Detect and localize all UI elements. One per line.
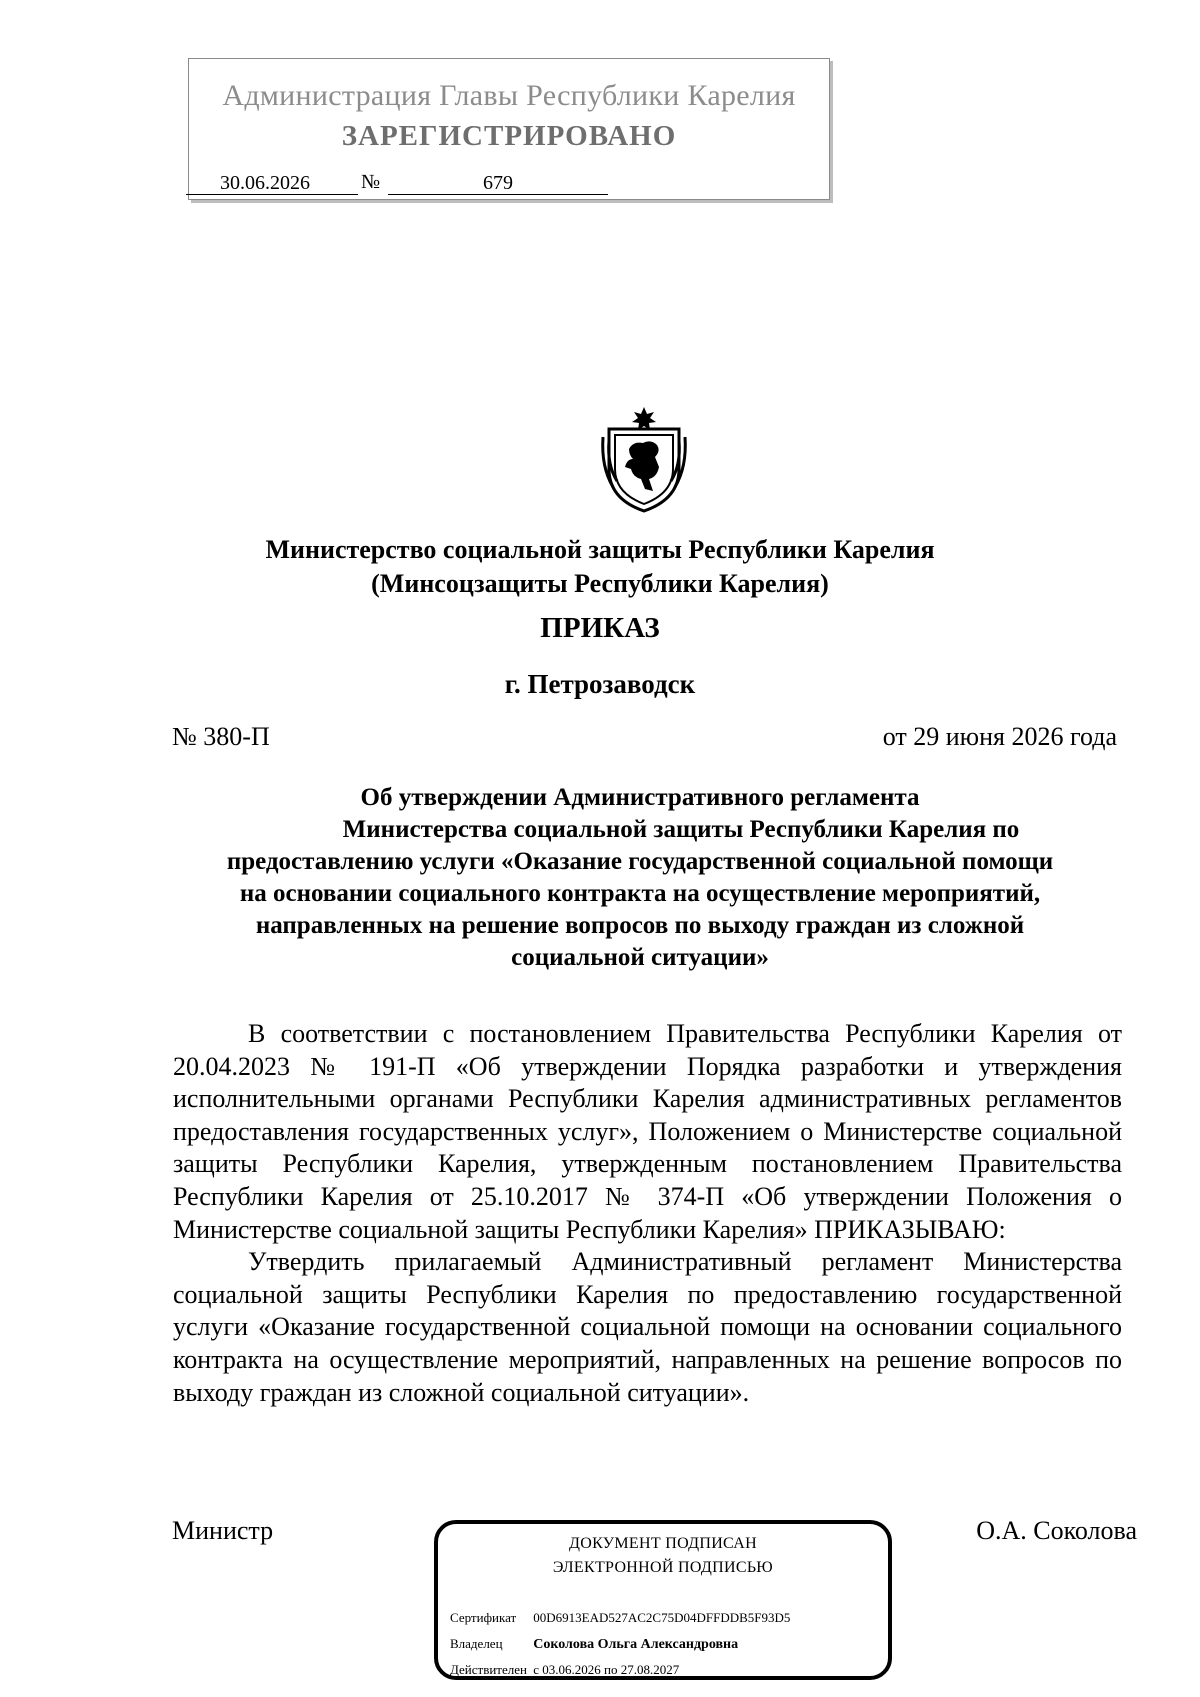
owner-label: Владелец — [450, 1636, 503, 1651]
e-signature-title-line2: ЭЛЕКТРОННОЙ ПОДПИСЬЮ — [552, 1559, 774, 1576]
ministry-name-line1: Министерство социальной защиты Республики Карелия — [265, 535, 935, 564]
order-body — [173, 1018, 1122, 1409]
order-date: от 29 июня 2026 года — [882, 722, 1117, 751]
e-signature-certificate-row — [450, 1610, 790, 1626]
coat-of-arms-emblem — [599, 407, 689, 513]
validity-label: Действителен — [450, 1662, 527, 1677]
signatory-name: О.А. Соколова — [976, 1516, 1137, 1545]
registration-number-label: № — [361, 171, 381, 193]
electronic-signature-stamp — [434, 1520, 892, 1680]
subject-line: на основании социального контракта на осуществление мероприятий, — [239, 880, 1041, 907]
e-signature-title-line1: ДОКУМЕНТ ПОДПИСАН — [569, 1535, 757, 1552]
e-signature-validity-row — [450, 1662, 679, 1678]
subject-line: предоставлению услуги «Оказание государственной социальной помощи — [226, 848, 1054, 875]
certificate-value: 00D6913EAD527AC2C75D04DFFDDB5F93D5 — [533, 1610, 791, 1625]
registration-status: ЗАРЕГИСТРИРОВАНО — [341, 120, 677, 152]
body-paragraph-preamble: В соответствии с постановлением Правительства Республики Карелия от 20.04.2023 № 191-П «Об утверждении Порядка разработки и утверждения исполнительными органами Республики Карелия административных регламентов предоставления государственных услуг», Положением о Министерстве социальной защиты Республики Карелия, утвержденным постановлением Правительства Республики Карелия от 25.10.2017 № 374-П «Об утверждении Положения о Министерстве социальной защиты Республики Карелия» ПРИКАЗЫВАЮ: — [173, 1019, 1122, 1244]
e-signature-owner-row — [450, 1636, 738, 1653]
validity-value: с 03.06.2026 по 27.08.2027 — [533, 1662, 680, 1677]
certificate-label: Сертификат — [450, 1610, 517, 1625]
subject-line: Об утверждении Административного регламента — [360, 784, 920, 811]
signatory-position: Министр — [172, 1516, 274, 1545]
order-subject — [160, 782, 1120, 974]
subject-line: направленных на решение вопросов по выходу граждан из сложной — [255, 912, 1025, 939]
owner-value: Соколова Ольга Александровна — [533, 1637, 739, 1652]
registration-date: 30.06.2026 — [220, 172, 310, 194]
subject-line: социальной ситуации» — [511, 944, 769, 971]
ministry-name — [0, 533, 1200, 601]
registration-admin: Администрация Главы Республики Карелия — [222, 79, 796, 112]
city: г. Петрозаводск — [504, 669, 696, 699]
order-title: ПРИКАЗ — [540, 612, 660, 644]
order-number: № 380-П — [172, 722, 270, 751]
subject-line: Министерства социальной защиты Республики Карелия по — [342, 816, 1020, 843]
body-paragraph-decision: Утвердить прилагаемый Административный регламент Министерства социальной защиты Республики Карелия по предоставлению государственной услуги «Оказание государственной социальной помощи на основании социального контракта на осуществление мероприятий, направленных на решение вопросов по выходу граждан из сложной социальной ситуации». — [173, 1247, 1122, 1407]
ministry-name-line2: (Минсоцзащиты Республики Карелия) — [371, 569, 829, 598]
registration-number: 679 — [483, 172, 513, 194]
